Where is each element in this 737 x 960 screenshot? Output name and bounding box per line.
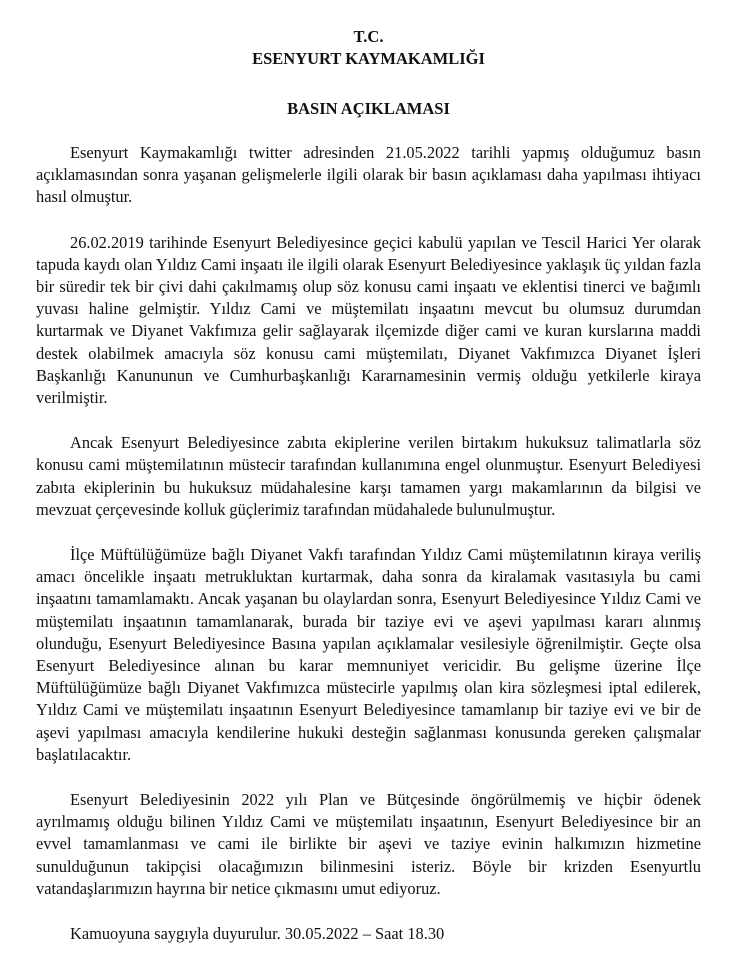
paragraph-5: Esenyurt Belediyesinin 2022 yılı Plan ve Bütçesinde öngörülmemiş ve hiçbir ödenek ayrılmamış olduğu bilinen Yıldız Cami ve müştemilatı inşaatının, Esenyurt Belediyesince bir an evvel tamamlanması ve cami ile birlikte bir aşevi ve taziye evinin halkımızın hizmetine sunulduğunun takipçisi olacağımızın bilinmesini isteriz. Böyle bir krizden Esenyurtlu vatandaşlarımızın hayrına bir netice çıkmasını umut ediyoruz.: [36, 790, 701, 898]
paragraph-3: Ancak Esenyurt Belediyesince zabıta ekiplerine verilen birtakım hukuksuz talimatlarla söz konusu cami müştemilatının müstecir tarafından kullanımına engel olunmuştur. Esenyurt Belediyesi zabıta ekiplerinin bu hukuksuz müdahalesine karşı tamamen yargı makamlarının da bilgisi ve mevzuat çerçevesinde kolluk güçlerimiz tarafından müdahalede bulunulmuştur.: [36, 433, 701, 519]
paragraph-4: İlçe Müftülüğümüze bağlı Diyanet Vakfı tarafından Yıldız Cami müştemilatının kiraya veriliş amacı öncelikle inşaatı metrukluktan kurtarmak, daha sonra da kiralamak vasıtasıyla bu cami inşaatını tamamlamaktı. Ancak yaşanan bu olaylardan sonra, Esenyurt Belediyesince Yıldız Cami ve müştemilatı inşaatının tamamlanarak, burada bir taziye evi ve aşevi yapılması kararı alınmış olunduğu, Esenyurt Belediyesince Basına yapılan açıklamalar vesilesiyle öğrenilmiştir. Geçte olsa Esenyurt Belediyesince alınan bu karar memnuniyet vericidir. Bu gelişme üzerine İlçe Müftülüğümüze bağlı Diyanet Vakfımızca müstecirle yapılmış olan kira sözleşmesi iptal edilerek, Yıldız Cami ve müştemilatı inşaatının Esenyurt Belediyesince tamamlanıp bir taziye evi ve bir de aşevi yapılması amacıyla kendilerine hukuki desteğin sağlanması konusunda gereken çalışmalar başlatılacaktır.: [36, 545, 701, 764]
closing-line: Kamuoyuna saygıyla duyurulur. 30.05.2022 – Saat 18.30: [70, 924, 445, 944]
header-republic: T.C.: [353, 27, 384, 46]
paragraph-2: 26.02.2019 tarihinde Esenyurt Belediyesince geçici kabulü yapılan ve Tescil Harici Yer olarak tapuda kaydı olan Yıldız Cami inşaatı ile ilgili olarak Esenyurt Belediyesince yaklaşık üç yıldan fazla bir süredir tek bir çivi dahi çakılmamış olup söz konusu cami inşaatı ve eklentisi tinerci ve bağımlı yuvası haline gelmiştir. Yıldız Cami ve müştemilatı inşaatını mevcut bu olumsuz durumdan kurtarmak ve Diyanet Vakfımıza gelir sağlayarak ilçemizde diğer cami ve kuran kurslarına maddi destek olabilmek amacıyla söz konusu cami müştemilatı, Diyanet Vakfımızca Diyanet İşleri Başkanlığı Kanununun ve Cumhurbaşkanlığı Kararnamesinin vermiş olduğu yetkilerle kiraya verilmiştir.: [36, 232, 701, 408]
paragraph-1: Esenyurt Kaymakamlığı twitter adresinden 21.05.2022 tarihli yapmış olduğumuz basın açıklamasından sonra yaşanan gelişmelerle ilgili olarak bir basın açıklaması daha yapılması ihtiyacı hasıl olmuştur.: [36, 143, 701, 207]
header-authority: ESENYURT KAYMAKAMLIĞI: [252, 49, 485, 68]
document-title: BASIN AÇIKLAMASI: [287, 99, 450, 118]
